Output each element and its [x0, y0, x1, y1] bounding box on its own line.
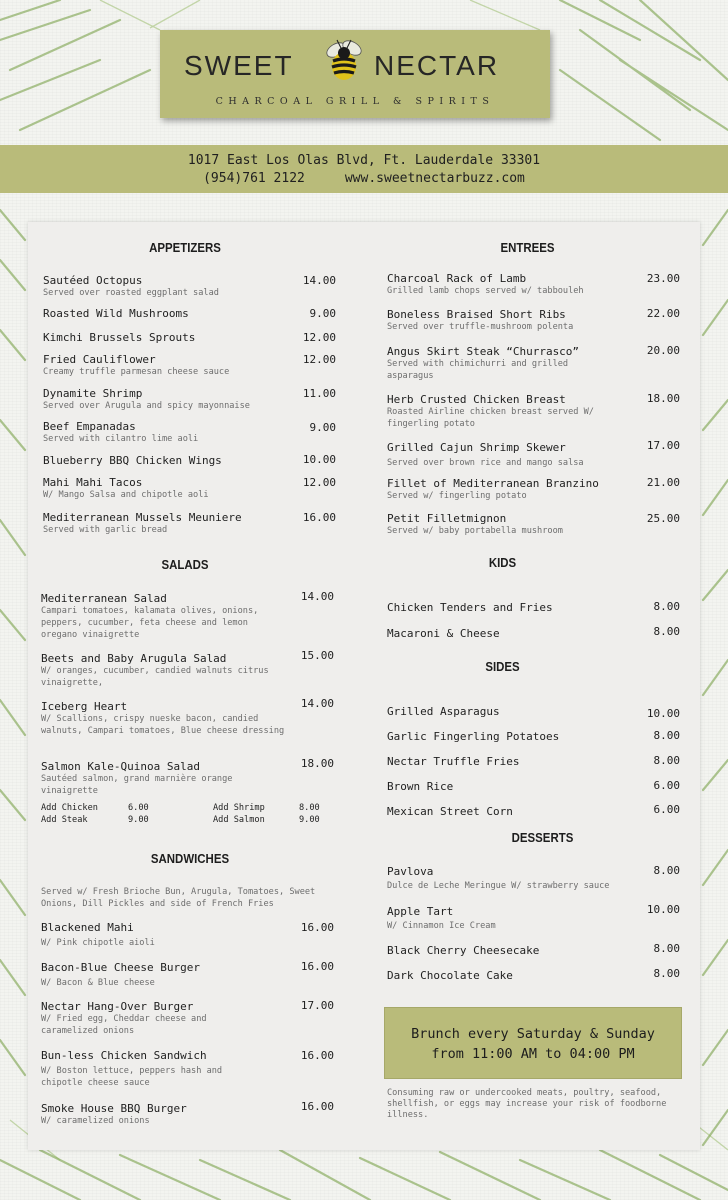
item-name: Fillet of Mediterranean Branzino	[387, 477, 599, 490]
item-desc: W/ Bacon & Blue cheese	[41, 978, 155, 988]
food-safety-warning: Consuming raw or undercooked meats, poultry, seafood, shellfish, or eggs may increase your risk of foodborne illness.	[387, 1088, 667, 1120]
item-name: Fried Cauliflower	[43, 353, 156, 366]
item-desc: W/ Scallions, crispy nueske bacon, candied walnuts, Campari tomatoes, Blue cheese dressing	[41, 714, 285, 736]
menu-item	[387, 345, 602, 382]
item-price: 6.00	[653, 803, 680, 816]
addon-steak-price: 9.00	[128, 815, 149, 825]
address: 1017 East Los Olas Blvd, Ft. Lauderdale 33301	[187, 153, 541, 168]
item-price: 22.00	[646, 307, 680, 320]
section-title-sides: SIDES	[485, 659, 520, 674]
item-name: Boneless Braised Short Ribs	[387, 308, 566, 321]
menu-item	[387, 512, 647, 537]
item-desc: W/ caramelized onions	[41, 1116, 150, 1126]
item-price: 16.00	[300, 1049, 334, 1062]
addon-steak	[41, 814, 88, 826]
item-price: 17.00	[300, 999, 334, 1012]
item-name: Beets and Baby Arugula Salad	[41, 652, 227, 665]
item-desc: Campari tomatoes, kalamata olives, onions, peppers, cucumber, feta cheese and lemon oregano vinaigrette	[41, 606, 259, 640]
item-desc: Grilled lamb chops served w/ tabbouleh	[387, 286, 584, 296]
item-name: Charcoal Rack of Lamb	[387, 272, 527, 285]
menu-item	[41, 592, 286, 641]
menu-item	[41, 652, 286, 689]
phone-number[interactable]: (954)761 2122	[203, 171, 305, 186]
item-price: 16.00	[300, 960, 334, 973]
item-name: Black Cherry Cheesecake	[387, 944, 540, 957]
section-title-appetizers: APPETIZERS	[149, 240, 221, 255]
item-price: 18.00	[646, 392, 680, 405]
item-desc: Served over Arugula and spicy mayonnaise	[43, 401, 250, 411]
contact-band	[0, 145, 728, 193]
addon-salmon-price: 9.00	[299, 815, 320, 825]
menu-item	[387, 805, 647, 818]
menu-item	[43, 454, 293, 467]
item-name: Petit Filletmignon	[387, 512, 507, 525]
item-name: Angus Skirt Steak “Churrasco”	[387, 345, 580, 358]
website-link[interactable]: www.sweetnectarbuzz.com	[344, 171, 525, 186]
menu-item	[387, 393, 612, 430]
item-price: 8.00	[653, 942, 680, 955]
section-title-desserts: DESSERTS	[511, 830, 574, 845]
item-price: 8.00	[653, 864, 680, 877]
menu-item	[41, 1049, 231, 1089]
menu-item	[43, 307, 293, 320]
addon-name: Add Steak	[41, 815, 88, 825]
logo-plaque	[160, 30, 550, 118]
item-desc: Served over truffle-mushroom polenta	[387, 322, 574, 332]
section-title-salads: SALADS	[161, 557, 209, 572]
menu-item	[41, 1102, 291, 1127]
item-name: Herb Crusted Chicken Breast	[387, 393, 566, 406]
menu-item	[41, 921, 291, 949]
addon-name: Add Chicken	[41, 803, 98, 813]
menu-item	[43, 353, 293, 378]
sandwiches-intro-text: Served w/ Fresh Brioche Bun, Arugula, Tomatoes, Sweet Onions, Dill Pickles and side of French Fries	[41, 887, 316, 909]
item-name: Nectar Truffle Fries	[387, 755, 520, 768]
section-title-sandwiches: SANDWICHES	[150, 851, 230, 866]
item-price: 18.00	[300, 757, 334, 770]
addon-name: Add Shrimp	[213, 803, 265, 813]
item-price: 8.00	[653, 600, 680, 613]
menu-item	[43, 387, 293, 412]
menu-item	[43, 274, 293, 299]
item-name: Dynamite Shrimp	[43, 387, 143, 400]
item-name: Chicken Tenders and Fries	[387, 601, 553, 614]
item-price: 8.00	[653, 729, 680, 742]
item-desc: W/ Fried egg, Cheddar cheese and caramelized onions	[41, 1014, 207, 1036]
item-price: 11.00	[302, 387, 336, 400]
item-desc: W/ Mango Salsa and chipotle aoli	[43, 490, 209, 500]
addon-name: Add Salmon	[213, 815, 265, 825]
menu-item	[387, 780, 647, 793]
item-name: Sautéed Octopus	[43, 274, 143, 287]
item-desc: Served with chimichurri and grilled asparagus	[387, 359, 569, 381]
item-desc: W/ Pink chipotle aioli	[41, 938, 155, 948]
item-name: Bun-less Chicken Sandwich	[41, 1049, 207, 1062]
item-price: 12.00	[302, 476, 336, 489]
bee-icon	[318, 36, 370, 88]
contact-line	[0, 170, 728, 188]
item-price: 10.00	[302, 453, 336, 466]
item-price: 16.00	[302, 511, 336, 524]
menu-item	[41, 760, 286, 797]
item-price: 14.00	[300, 590, 334, 603]
item-price: 16.00	[300, 921, 334, 934]
item-desc: Served with cilantro lime aoli	[43, 434, 199, 444]
item-price: 15.00	[300, 649, 334, 662]
item-name: Blackened Mahi	[41, 921, 134, 934]
item-name: Kimchi Brussels Sprouts	[43, 331, 196, 344]
item-price: 21.00	[646, 476, 680, 489]
menu-item	[387, 905, 647, 932]
item-price: 20.00	[646, 344, 680, 357]
item-price: 12.00	[302, 331, 336, 344]
item-desc: W/ Cinnamon Ice Cream	[387, 921, 496, 931]
menu-item	[387, 308, 647, 333]
addon-chicken	[41, 802, 98, 814]
menu-item	[43, 420, 293, 445]
menu-item	[387, 272, 647, 297]
sandwiches-intro	[41, 886, 341, 910]
item-desc: Dulce de Leche Meringue W/ strawberry sauce	[387, 881, 610, 891]
menu-item	[41, 961, 291, 989]
item-price: 16.00	[300, 1100, 334, 1113]
menu-item	[387, 865, 647, 892]
menu-item	[387, 755, 647, 768]
item-name: Smoke House BBQ Burger	[41, 1102, 187, 1115]
menu-item	[43, 331, 293, 344]
item-name: Grilled Asparagus	[387, 705, 500, 718]
item-desc: Served over roasted eggplant salad	[43, 288, 219, 298]
item-name: Mahi Mahi Tacos	[43, 476, 143, 489]
menu-item	[41, 700, 286, 737]
logo-tagline: CHARCOAL GRILL & SPIRITS	[215, 96, 495, 107]
item-name: Garlic Fingerling Potatoes	[387, 730, 560, 743]
item-name: Blueberry BBQ Chicken Wings	[43, 454, 222, 467]
item-name: Nectar Hang-Over Burger	[41, 1000, 194, 1013]
item-name: Brown Rice	[387, 780, 454, 793]
menu-item	[41, 1000, 221, 1037]
item-name: Mediterranean Salad	[41, 592, 167, 605]
menu-item	[387, 944, 647, 957]
menu-item	[387, 601, 647, 614]
addon-shrimp-price: 8.00	[299, 803, 320, 813]
item-name: Grilled Cajun Shrimp Skewer	[387, 441, 566, 454]
section-title-kids: KIDS	[488, 555, 517, 570]
item-desc: Served with garlic bread	[43, 525, 168, 535]
item-desc: Creamy truffle parmesan cheese sauce	[43, 367, 230, 377]
item-price: 6.00	[653, 779, 680, 792]
item-desc: Served over brown rice and mango salsa	[387, 458, 584, 468]
addon-salmon	[213, 814, 265, 826]
item-name: Apple Tart	[387, 905, 454, 918]
logo-word-sweet: SWEET	[184, 50, 294, 81]
item-name: Mediterranean Mussels Meuniere	[43, 511, 242, 524]
item-desc: Roasted Airline chicken breast served W/ fingerling potato	[387, 407, 594, 429]
item-desc: Served w/ fingerling potato	[387, 491, 527, 501]
item-name: Salmon Kale-Quinoa Salad	[41, 760, 200, 773]
addon-shrimp	[213, 802, 265, 814]
item-price: 8.00	[653, 967, 680, 980]
item-price: 23.00	[646, 272, 680, 285]
item-price: 14.00	[300, 697, 334, 710]
item-desc: Sautéed salmon, grand marnière orange vinaigrette	[41, 774, 233, 796]
item-desc: Served w/ baby portabella mushroom	[387, 526, 563, 536]
item-name: Mexican Street Corn	[387, 805, 513, 818]
item-name: Beef Empanadas	[43, 420, 136, 433]
item-price: 25.00	[646, 512, 680, 525]
section-title-entrees: ENTREES	[500, 240, 555, 255]
menu-item	[387, 627, 647, 640]
brunch-hours: from 11:00 AM to 04:00 PM	[431, 1046, 635, 1062]
addon-chicken-price: 6.00	[128, 803, 149, 813]
item-name: Macaroni & Cheese	[387, 627, 500, 640]
menu-item	[43, 476, 293, 501]
item-name: Pavlova	[387, 865, 434, 878]
menu-item	[387, 969, 647, 982]
logo-word-nectar: NECTAR	[374, 50, 500, 81]
menu-item	[43, 511, 293, 536]
brunch-banner	[384, 1007, 682, 1079]
menu-item	[387, 441, 647, 469]
item-desc: W/ Boston lettuce, peppers hash and chipotle cheese sauce	[41, 1066, 223, 1088]
item-price: 10.00	[646, 903, 680, 916]
item-price: 9.00	[309, 307, 336, 320]
menu-item	[387, 705, 647, 718]
item-desc: W/ oranges, cucumber, candied walnuts citrus vinaigrette,	[41, 666, 269, 688]
item-name: Roasted Wild Mushrooms	[43, 307, 189, 320]
item-name: Bacon-Blue Cheese Burger	[41, 961, 200, 974]
item-price: 8.00	[653, 625, 680, 638]
item-price: 9.00	[309, 421, 336, 434]
menu-item	[387, 477, 647, 502]
item-price: 14.00	[302, 274, 336, 287]
menu-item	[387, 730, 647, 743]
item-name: Iceberg Heart	[41, 700, 128, 713]
item-price: 17.00	[646, 439, 680, 452]
item-price: 10.00	[646, 707, 680, 720]
item-price: 8.00	[653, 754, 680, 767]
item-name: Dark Chocolate Cake	[387, 969, 513, 982]
item-price: 12.00	[302, 353, 336, 366]
brunch-days: Brunch every Saturday & Sunday	[411, 1026, 655, 1042]
